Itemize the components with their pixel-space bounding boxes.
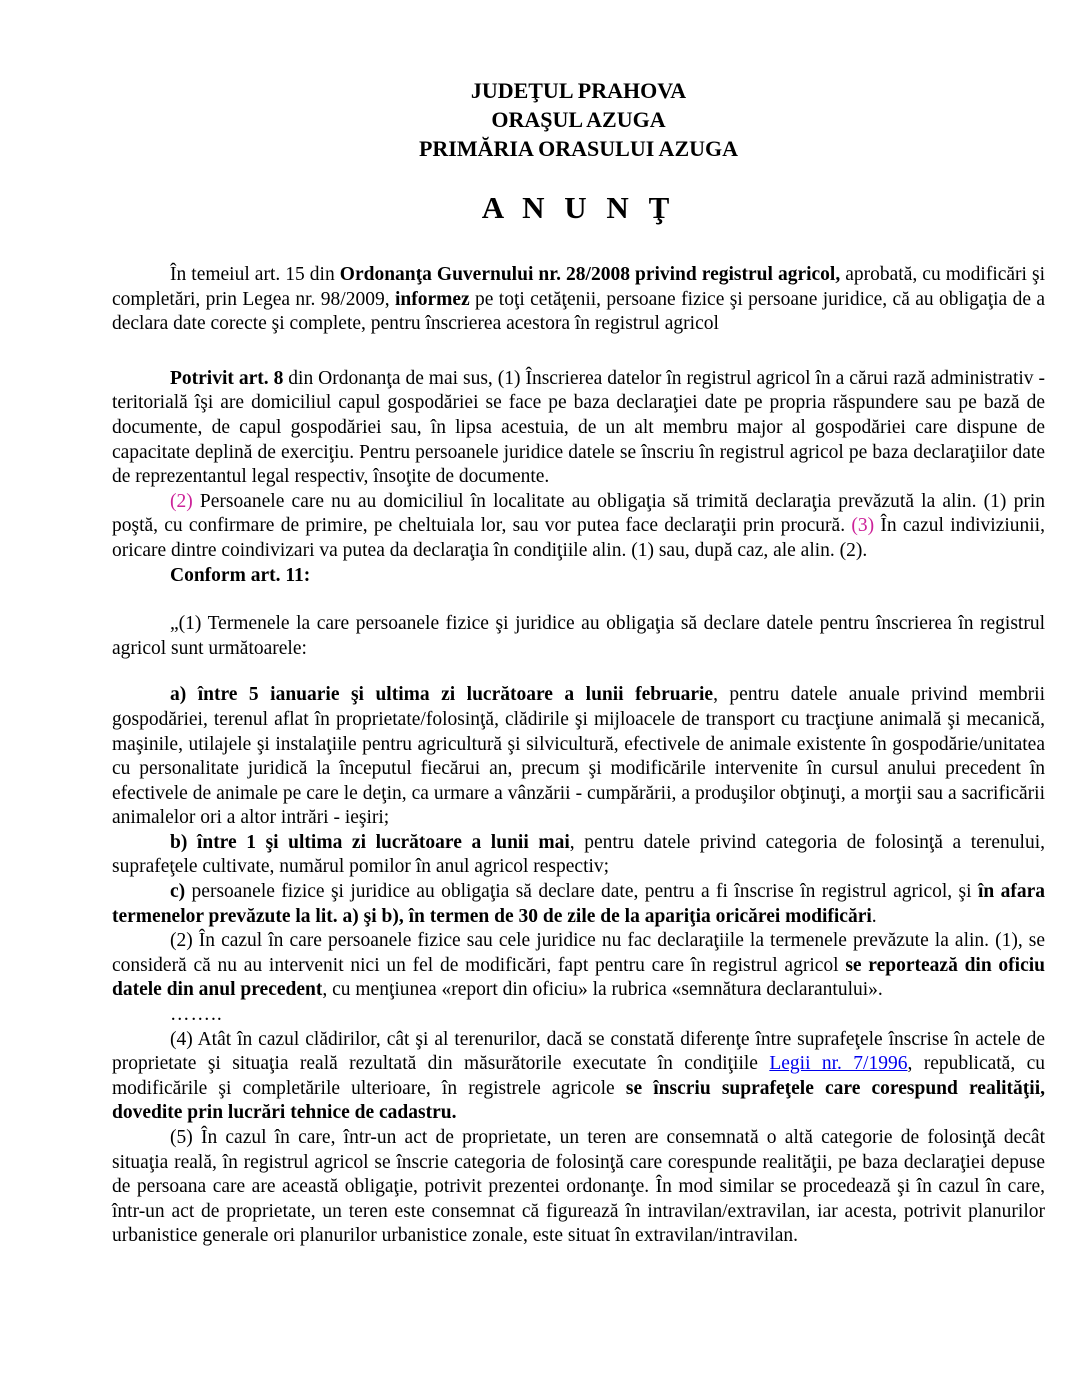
legal-basis-bold-ordinance: Ordonanţa Guvernului nr. 28/2008 privind registrul agricol, [339, 264, 841, 285]
paragraph-item-c [112, 880, 1045, 929]
item-c-bold-letter: c) [170, 881, 186, 903]
art8-text: din Ordonanţa de mai sus, (1) Înscrierea datelor în registrul agricol în a cărui rază administrativ - teritorială îşi are domiciliul capul gospodăriei se face pe baza declaraţiei date pe propria răspundere sau pe bază de documente, de capul gospodăriei sau, în lipsa acestuia, de un alt membru major al gospodăriei care dispune de capacitate deplină de exerciţiu. Pentru persoanele juridice datele se înscriu în registrul agricol pe baza declaraţiilor date de reprezentantul legal respectiv, însoţite de documente. [112, 367, 1045, 488]
paragraph-item-b [112, 831, 1045, 880]
alin2-bold-report: se reportează din oficiu datele din anul precedent [112, 954, 1045, 1001]
legal-basis-text-1: În temeiul art. 15 din [170, 264, 340, 285]
paragraph-terms-intro: „(1) Termenele la care persoanele fizice şi juridice au obligaţia să declare datele pentru înscrierea în registrul agricol sunt următoarele: [112, 613, 1045, 659]
item-c-text-2: . [871, 905, 877, 927]
alin2-text-2: , cu menţiunea «report din oficiu» la rubrica «semnătura declarantului». [322, 979, 883, 1001]
alinea-2-marker: (2) [170, 490, 193, 512]
paragraph-conform-art11: Conform art. 11: [170, 564, 311, 586]
item-b-bold-deadline: b) între 1 şi ultima zi lucrătoare a lunii mai [170, 831, 570, 853]
alin4-text-1: (4) Atât în cazul clădirilor, cât şi al terenurilor, dacă se constată diferenţe între suprafeţele înscrise în actele de proprietate şi situaţia reală rezultată din măsurătorile executate în condiţiile [112, 1028, 1045, 1075]
paragraph-alin-2-3 [112, 490, 1045, 564]
legal-basis-text-3: pe toţi cetăţenii, persoane fizice şi persoane juridice, că au obligaţia de a declara date corecte şi complete, pentru înscrierea acestora în registrul agricol [112, 288, 1045, 335]
paragraph-alin-5: (5) În cazul în care, într-un act de proprietate, un teren are consemnată o altă categorie de folosinţă decât situaţia reală, în registrul agricol se înscrie categoria de folosinţă care corespunde realităţii, pe baza declaraţiei depuse de persoana care are această obligaţie, potrivit prezentei ordonanţe. În mod similar se procedează şi în cazul în care, într-un act de proprietate, un teren este consemnat că figurează în intravilan/extravilan, iar acesta, potrivit planurilor urbanistice generale ori planurilor urbanistice zonale, este situat în extravilan/intravilan. [112, 1127, 1045, 1247]
item-b-text: , pentru datele privind categoria de folosinţă a terenului, suprafeţele cultivate, numărul pomilor în anul agricol respectiv; [112, 831, 1045, 878]
header-city-hall: PRIMĂRIA ORASULUI AZUGA [418, 136, 739, 161]
document-body [112, 263, 1045, 1249]
document-header [112, 76, 1045, 163]
alin2-text-1: (2) În cazul în care persoanele fizice sau cele juridice nu fac declaraţiile la termenele prevăzute la alin. (1), se consideră că nu au intervenit nici un fel de modificări, fapt pentru care în registrul agricol [112, 930, 1045, 976]
item-a-bold-deadline: a) între 5 ianuarie şi ultima zi lucrătoare a lunii februarie [170, 684, 714, 706]
header-county: JUDEŢUL PRAHOVA [470, 78, 687, 103]
legal-basis-text-2: aprobată, cu modificări şi completări, prin Legea nr. 98/2009, [112, 264, 1045, 310]
law-7-1996-link[interactable]: Legii nr. 7/1996 [769, 1053, 908, 1075]
header-town: ORAŞUL AZUGA [491, 107, 666, 132]
alinea-3-marker: (3) [851, 515, 875, 537]
art8-bold-heading: Potrivit art. 8 [170, 367, 284, 389]
paragraph-art8 [112, 367, 1045, 490]
legal-basis-bold-informez: informez [394, 288, 470, 310]
alin4-text-2: , republicată, cu modificările şi completările ulterioare, în registrele agricole [112, 1053, 1045, 1099]
paragraph-ellipsis: …….. [170, 1004, 223, 1026]
paragraph-legal-basis [112, 263, 1045, 337]
item-c-text-1: persoanele fizice şi juridice au obligaţia să declare date, pentru a fi înscrise în registrul agricol, şi [185, 881, 978, 903]
alinea-3-text: În cazul indiviziunii, oricare dintre coindivizari va putea da declaraţia în condiţiile alin. (1) sau, după caz, ale alin. (2). [112, 515, 1045, 561]
paragraph-alin-2-report [112, 929, 1045, 1003]
alin4-bold-cadastru: se înscriu suprafeţele care corespund realităţii, dovedite prin lucrări tehnice de cadastru. [112, 1077, 1045, 1124]
document-title: A N U N Ţ [481, 190, 676, 225]
alinea-2-text: Persoanele care nu au domiciliul în localitate au obligaţia să trimită declaraţia prevăzută la alin. (1) prin poştă, cu confirmare de primire, pe cheltuiala lor, sau vor putea face declaraţii prin procură. [112, 490, 1045, 537]
item-a-text: , pentru datele anuale privind membrii gospodăriei, terenul aflat în proprietate/folosinţă, clădirile şi mijloacele de transport cu tracţiune animală şi mecanică, maşinile, utilajele şi instalaţiile pentru agricultură şi silvicultură, efectivele de animale existente în gospodărie/unitatea cu personalitate juridică la începutul fiecărui an, precum şi modificările intervenite în cursul anului precedent în efectivele de animale pe care le deţin, ca urmare a vânzării - cumpărării, a produşilor obţinuţi, a morţii sau a sacrificării animalelor ori a altor intrări - ieşiri; [112, 684, 1045, 829]
paragraph-item-a [112, 683, 1045, 831]
paragraph-alin-4 [112, 1028, 1045, 1126]
item-c-bold-deadline: în afara termenelor prevăzute la lit. a) şi b), în termen de 30 de zile de la apariţia oricărei modificări [112, 881, 1045, 927]
